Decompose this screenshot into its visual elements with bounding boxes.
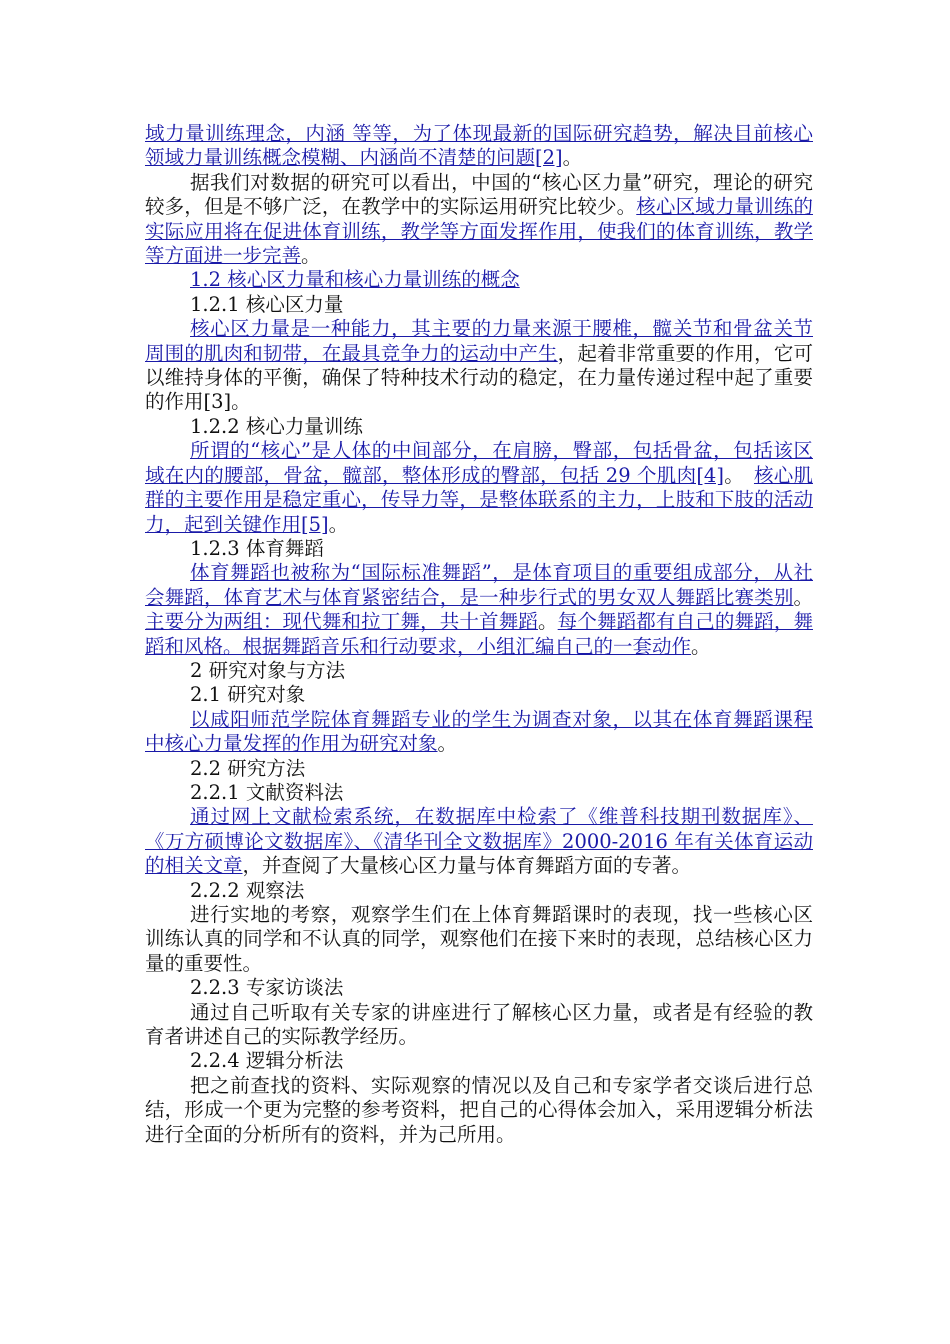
section-heading bbox=[145, 757, 813, 781]
section-heading bbox=[145, 879, 813, 903]
section-heading bbox=[145, 1049, 813, 1073]
paragraph bbox=[145, 1074, 813, 1147]
section-heading bbox=[145, 268, 813, 292]
hyperlink-text[interactable]: 核心区力量是一种能力，其主要的力量来源于腰椎，髋关节和骨盆关节周围的肌肉和韧带，在最具竞争力的运动中产生 bbox=[145, 317, 813, 365]
hyperlink-text[interactable]: 通过网上文献检索系统，在数据库中检索了《维普科技期刊数据库》、《万方硕博论文数据库》、《清华刊全文数据库》2000-2016 年有关体育运动的相关文章 bbox=[145, 805, 813, 878]
body-text: 1.2.1 核心区力量 bbox=[190, 292, 344, 316]
body-text: 。 bbox=[793, 585, 813, 609]
body-text: ，并查阅了大量核心区力量与体育舞蹈方面的专著。 bbox=[242, 854, 692, 878]
body-text: 2.2.3 专家访谈法 bbox=[190, 976, 344, 1000]
section-heading bbox=[145, 683, 813, 707]
section-heading bbox=[145, 537, 813, 561]
body-text: 。 bbox=[301, 244, 321, 268]
body-text: 1.2.2 核心力量训练 bbox=[190, 414, 363, 438]
section-heading bbox=[145, 659, 813, 683]
body-text: 。 bbox=[437, 732, 458, 756]
hyperlink-text[interactable]: 以咸阳师范学院体育舞蹈专业的学生为调查对象，以其在体育舞蹈课程中核心力量发挥的作用为研究对象 bbox=[145, 707, 813, 756]
body-text: 通过自己听取有关专家的讲座进行了解核心区力量，或者是有经验的教育者讲述自己的实际教学经历。 bbox=[145, 1000, 813, 1049]
hyperlink-text[interactable]: 每个舞蹈都有自己的舞蹈，舞蹈和风格。根据舞蹈音乐和行动要求，小组汇编自己的一套动作 bbox=[145, 610, 813, 658]
body-text: 2.2.1 文献资料法 bbox=[190, 780, 344, 804]
hyperlink-text[interactable]: 域力量训练理念，内涵 等等，为了体现最新的国际研究趋势，解决目前核心领域力量训练概念模糊、内涵尚不清楚的问题[2] bbox=[145, 122, 813, 170]
paragraph bbox=[145, 708, 813, 757]
paragraph bbox=[145, 122, 813, 171]
hyperlink-text[interactable]: 所谓的“核心”是人体的中间部分，在肩膀，臀部，包括骨盆，包括该区域在内的腰部，骨盆，髋部，整体形成的臀部，包括 29 个肌肉[4] bbox=[145, 439, 813, 487]
hyperlink-text[interactable]: 体育舞蹈也被称为“国际标准舞蹈”，是体育项目的重要组成部分，从社会舞蹈，体育艺术与体育紧密结合，是一种步行式的男女双人舞蹈比赛类别 bbox=[145, 561, 813, 609]
hyperlink-text[interactable]: 核心肌群的主要作用是稳定重心，传导力等，是整体联系的主力，上肢和下肢的活动力，起到关键作用[5] bbox=[145, 463, 813, 536]
hyperlink-text[interactable]: 1.2 核心区力量和核心力量训练的概念 bbox=[190, 268, 520, 292]
paragraph bbox=[145, 805, 813, 878]
body-text: 1.2.3 体育舞蹈 bbox=[190, 536, 324, 560]
paragraph bbox=[145, 317, 813, 415]
section-heading bbox=[145, 415, 813, 439]
body-text: 进行实地的考察，观察学生们在上体育舞蹈课时的表现，找一些核心区训练认真的同学和不认真的同学，观察他们在接下来时的表现，总结核心区力量的重要性。 bbox=[145, 903, 813, 975]
section-heading bbox=[145, 781, 813, 805]
paragraph bbox=[145, 903, 813, 976]
body-text: 2.2 研究方法 bbox=[190, 756, 306, 780]
paragraph bbox=[145, 439, 813, 537]
body-text: 把之前查找的资料、实际观察的情况以及自己和专家学者交谈后进行总结，形成一个更为完整的参考资料，把自己的心得体会加入，采用逻辑分析法进行全面的分析所有的资料，并为己所用。 bbox=[145, 1073, 813, 1146]
body-text: 。 bbox=[328, 512, 349, 536]
document-body bbox=[145, 122, 813, 1147]
body-text: 2.1 研究对象 bbox=[190, 683, 306, 707]
hyperlink-text[interactable]: 核心区域力量训练的实际应用将在促进体育训练，教学等方面发挥作用，使我们的体育训练，教学等方面进一步完善 bbox=[145, 195, 813, 268]
paragraph bbox=[145, 1001, 813, 1050]
body-text: 2.2.2 观察法 bbox=[190, 878, 305, 902]
body-text: 。 bbox=[723, 463, 754, 487]
body-text: 。 bbox=[538, 610, 558, 634]
paragraph bbox=[145, 561, 813, 659]
body-text: 。 bbox=[691, 634, 711, 658]
hyperlink-text[interactable]: 主要分为两组：现代舞和拉丁舞，共十首舞蹈 bbox=[145, 610, 539, 634]
body-text: ，起着非常重要的作用，它可以维持身体的平衡，确保了特种技术行动的稳定，在力量传递过程中起了重要的作用[3]。 bbox=[145, 341, 813, 414]
body-text: 2 研究对象与方法 bbox=[190, 658, 346, 682]
paragraph bbox=[145, 171, 813, 269]
section-heading bbox=[145, 976, 813, 1000]
body-text: 。 bbox=[562, 146, 583, 170]
body-text: 据我们对数据的研究可以看出，中国的“核心区力量”研究，理论的研究较多，但是不够广泛，在教学中的实际运用研究比较少。 bbox=[145, 170, 813, 219]
body-text: 2.2.4 逻辑分析法 bbox=[190, 1049, 344, 1073]
section-heading bbox=[145, 293, 813, 317]
